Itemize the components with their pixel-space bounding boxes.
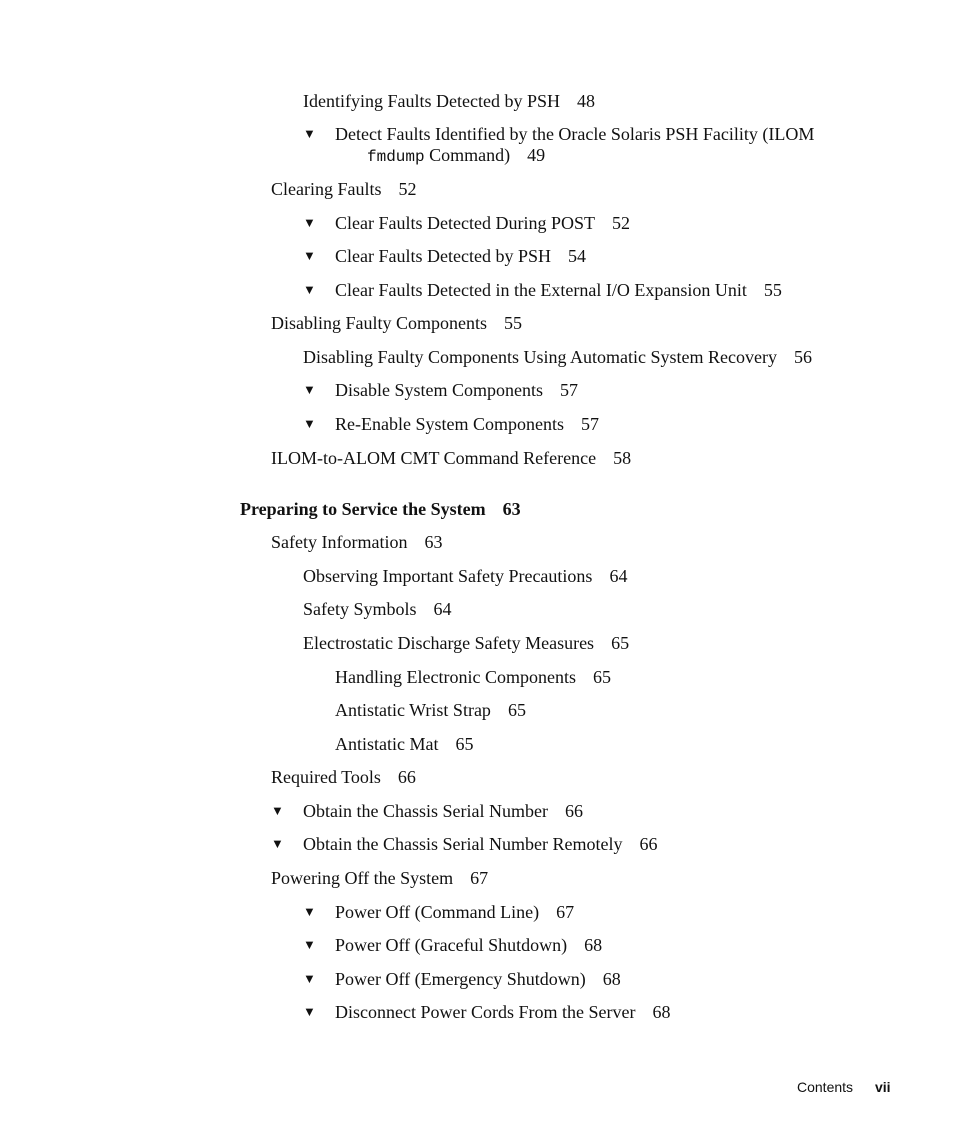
toc-entry-title: Obtain the Chassis Serial Number Remotely bbox=[303, 834, 623, 854]
toc-entry[interactable] bbox=[271, 447, 631, 469]
toc-entry[interactable] bbox=[335, 1001, 670, 1023]
toc-entry[interactable] bbox=[335, 212, 630, 234]
triangle-bullet-icon: ▼ bbox=[271, 803, 284, 818]
toc-chapter-entry[interactable] bbox=[240, 498, 521, 520]
toc-entry-page: 65 bbox=[611, 633, 630, 653]
toc-entry-title: Disabling Faulty Components bbox=[271, 313, 487, 333]
toc-entry-page: 64 bbox=[433, 599, 452, 619]
toc-entry[interactable] bbox=[303, 632, 629, 654]
toc-entry-title: Antistatic Mat bbox=[335, 734, 439, 754]
toc-entry-page: 55 bbox=[504, 313, 522, 333]
toc-entry-title: Required Tools bbox=[271, 767, 381, 787]
toc-entry-page: 66 bbox=[397, 767, 416, 787]
toc-entry[interactable] bbox=[335, 245, 586, 267]
toc-entry[interactable] bbox=[335, 413, 599, 435]
toc-entry-page: 57 bbox=[560, 380, 578, 400]
toc-entry-title: Antistatic Wrist Strap bbox=[335, 700, 491, 720]
toc-entry-title: Re-Enable System Components bbox=[335, 414, 564, 434]
toc-entry-page: 54 bbox=[567, 246, 586, 266]
toc-entry-page: 67 bbox=[470, 868, 489, 888]
toc-entry-page: 68 bbox=[584, 935, 603, 955]
triangle-bullet-icon: ▼ bbox=[303, 282, 316, 297]
toc-entry-title: Clear Faults Detected in the External I/O Expansion Unit bbox=[335, 280, 747, 300]
toc-entry-title: Observing Important Safety Precautions bbox=[303, 566, 593, 586]
toc-entry[interactable] bbox=[335, 379, 578, 401]
toc-entry-page: 64 bbox=[609, 566, 628, 586]
toc-entry-page: 55 bbox=[763, 280, 782, 300]
toc-entry-page: 68 bbox=[652, 1002, 671, 1022]
toc-entry-title: Safety Information bbox=[271, 532, 408, 552]
toc-entry-page: 65 bbox=[455, 734, 474, 754]
toc-entry-title: Clear Faults Detected During POST bbox=[335, 213, 595, 233]
toc-entry-title: Clear Faults Detected by PSH bbox=[335, 246, 551, 266]
toc-entry[interactable] bbox=[271, 531, 442, 553]
toc-entry[interactable] bbox=[335, 699, 526, 721]
toc-entry-page: 68 bbox=[602, 969, 621, 989]
toc-entry-page: 57 bbox=[580, 414, 599, 434]
toc-entry-page: 56 bbox=[793, 347, 812, 367]
toc-entry-page: 67 bbox=[556, 902, 575, 922]
toc-entry-title: Handling Electronic Components bbox=[335, 667, 576, 687]
toc-entry-page: 65 bbox=[592, 667, 611, 687]
toc-entry-page: 52 bbox=[611, 213, 630, 233]
toc-entry-title: Power Off (Emergency Shutdown) bbox=[335, 969, 586, 989]
toc-entry[interactable] bbox=[303, 833, 657, 855]
toc-entry[interactable] bbox=[271, 766, 416, 788]
page-footer bbox=[797, 1077, 891, 1097]
toc-entry[interactable] bbox=[335, 901, 574, 923]
toc-entry-title: Identifying Faults Detected by PSH bbox=[303, 91, 560, 111]
toc-entry-page: 48 bbox=[576, 91, 595, 111]
toc-entry-title: Disable System Components bbox=[335, 380, 543, 400]
toc-entry[interactable] bbox=[335, 666, 611, 688]
toc-entry[interactable] bbox=[335, 733, 473, 755]
triangle-bullet-icon: ▼ bbox=[271, 836, 284, 851]
toc-entry[interactable] bbox=[335, 123, 814, 145]
footer-page-number: vii bbox=[874, 1079, 891, 1095]
toc-entry[interactable] bbox=[303, 90, 595, 112]
toc-entry-command: fmdump bbox=[367, 148, 425, 166]
toc-entry[interactable] bbox=[303, 346, 812, 368]
toc-entry-page: 58 bbox=[613, 448, 632, 468]
toc-entry[interactable] bbox=[335, 968, 621, 990]
toc-entry-title: Disabling Faulty Components Using Automatic System Recovery bbox=[303, 347, 777, 367]
toc-entry-page: 63 bbox=[424, 532, 443, 552]
toc-entry[interactable] bbox=[303, 565, 627, 587]
triangle-bullet-icon: ▼ bbox=[303, 382, 316, 397]
triangle-bullet-icon: ▼ bbox=[303, 937, 316, 952]
toc-entry-page: 49 bbox=[527, 145, 546, 165]
triangle-bullet-icon: ▼ bbox=[303, 248, 316, 263]
toc-entry-page: 65 bbox=[507, 700, 526, 720]
toc-entry[interactable] bbox=[271, 867, 488, 889]
toc-entry[interactable] bbox=[271, 178, 417, 200]
toc-entry-page: 66 bbox=[639, 834, 658, 854]
toc-entry-continuation[interactable] bbox=[367, 144, 545, 168]
toc-entry-title: ILOM-to-ALOM CMT Command Reference bbox=[271, 448, 597, 468]
toc-entry-title: Disconnect Power Cords From the Server bbox=[335, 1002, 636, 1022]
triangle-bullet-icon: ▼ bbox=[303, 416, 316, 431]
toc-entry[interactable] bbox=[303, 800, 583, 822]
triangle-bullet-icon: ▼ bbox=[303, 215, 316, 230]
toc-entry-page: 63 bbox=[502, 499, 521, 519]
toc-entry[interactable] bbox=[335, 934, 602, 956]
toc-entry[interactable] bbox=[271, 312, 522, 334]
toc-entry-title: Powering Off the System bbox=[271, 868, 454, 888]
toc-entry-title: Detect Faults Identified by the Oracle Solaris PSH Facility (ILOM bbox=[335, 124, 815, 144]
triangle-bullet-icon: ▼ bbox=[303, 1004, 316, 1019]
toc-entry-title: Power Off (Command Line) bbox=[335, 902, 540, 922]
toc-entry-title: Obtain the Chassis Serial Number bbox=[303, 801, 548, 821]
footer-section-label: Contents bbox=[797, 1079, 854, 1095]
toc-entry-title: Safety Symbols bbox=[303, 599, 417, 619]
toc-chapter-title: Preparing to Service the System bbox=[240, 499, 486, 519]
toc-entry-page: 66 bbox=[564, 801, 583, 821]
triangle-bullet-icon: ▼ bbox=[303, 126, 316, 141]
toc-entry-title-cont: Command) bbox=[429, 145, 511, 165]
triangle-bullet-icon: ▼ bbox=[303, 904, 316, 919]
toc-entry[interactable] bbox=[303, 598, 452, 620]
toc-entry-title: Electrostatic Discharge Safety Measures bbox=[303, 633, 595, 653]
toc-entry-title: Power Off (Graceful Shutdown) bbox=[335, 935, 568, 955]
toc-entry-page: 52 bbox=[398, 179, 417, 199]
toc-entry[interactable] bbox=[335, 279, 782, 301]
toc-entry-title: Clearing Faults bbox=[271, 179, 382, 199]
triangle-bullet-icon: ▼ bbox=[303, 971, 316, 986]
